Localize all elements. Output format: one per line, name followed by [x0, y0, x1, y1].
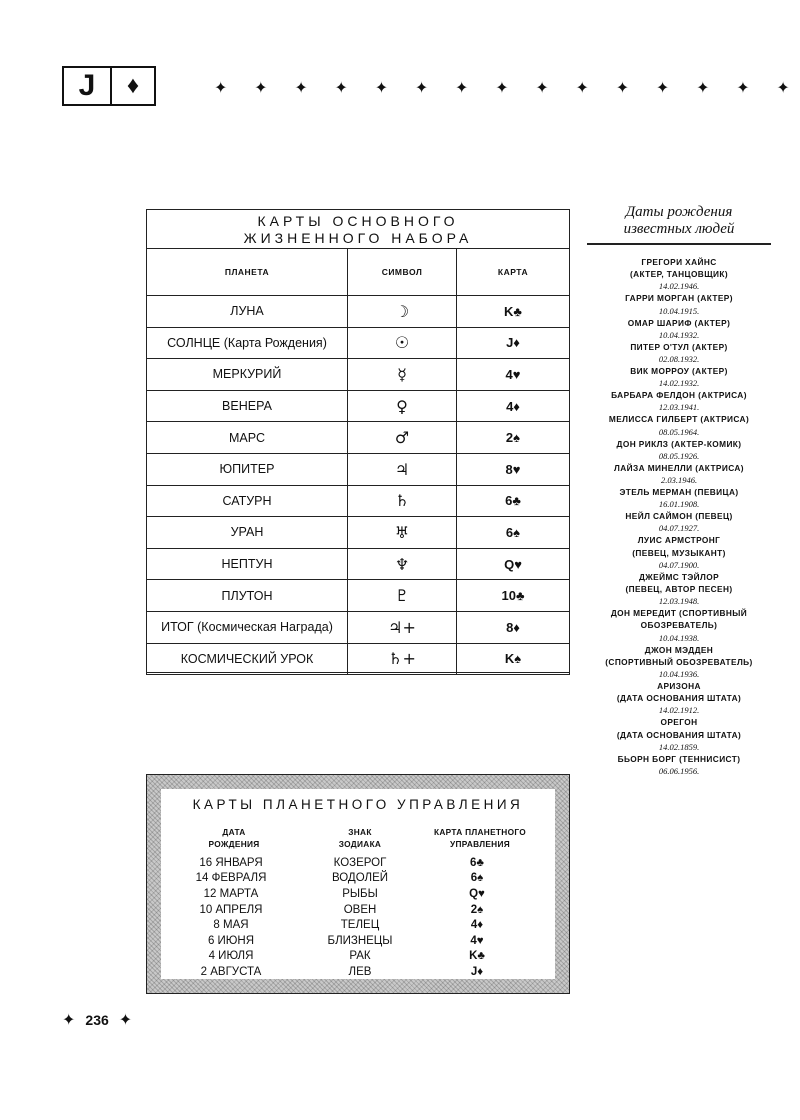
ruling-card: 2♠ — [470, 903, 484, 916]
famous-person — [587, 644, 771, 680]
card-value: J♦ — [457, 327, 570, 359]
birth-date: 04.07.1927. — [658, 523, 700, 534]
star-icon: ✦ — [615, 80, 630, 97]
famous-heading-line2: известных людей — [623, 221, 735, 237]
famous-person — [587, 341, 771, 365]
person-name: (СПОРТИВНЫЙ ОБОЗРЕВАТЕЛЬ) — [605, 656, 753, 667]
star-icon: ✦ — [118, 1012, 133, 1029]
zodiac-sign: ЛЕВ — [348, 965, 372, 978]
ruling-row — [161, 855, 555, 871]
ruling-row — [161, 886, 555, 902]
table-row — [147, 327, 570, 359]
famous-person — [587, 256, 771, 292]
card-value: Q♥ — [457, 548, 570, 580]
famous-person — [587, 413, 771, 437]
zodiac-sign: РЫБЫ — [342, 887, 378, 900]
zodiac-sign: ОВЕН — [343, 903, 377, 916]
planet-name: НЕПТУН — [147, 548, 348, 580]
person-name: ДОН РИКЛЗ (АКТЕР-КОМИК) — [616, 438, 742, 449]
ruling-rows — [161, 855, 555, 980]
planet-name: ВЕНЕРА — [147, 390, 348, 422]
famous-person — [587, 534, 771, 570]
famous-person — [587, 365, 771, 389]
planetary-ruling-box — [146, 774, 570, 994]
header-symbol: СИМВОЛ — [348, 249, 457, 296]
planet-symbol-icon: ♄+ — [348, 643, 457, 675]
person-name: (ДАТА ОСНОВАНИЯ ШТАТА) — [616, 693, 742, 704]
person-name: БЬОРН БОРГ (ТЕННИСИСТ) — [617, 753, 741, 764]
planet-symbol-icon: ♃ — [348, 453, 457, 485]
person-name: МЕЛИССА ГИЛБЕРТ (АКТРИСА) — [608, 414, 750, 425]
star-icon: ✦ — [495, 80, 509, 97]
diamond-suit-icon: ♦ — [126, 72, 140, 99]
planet-name: МАРС — [147, 422, 348, 454]
planet-name: ПЛУТОН — [147, 580, 348, 612]
famous-person — [587, 753, 771, 777]
planet-name: САТУРН — [147, 485, 348, 517]
table-row — [147, 611, 570, 643]
card-value: 10♣ — [457, 580, 570, 612]
ruling-date: 4 ИЮЛЯ — [208, 950, 254, 963]
ruling-date: 8 МАЯ — [213, 919, 249, 932]
card-rank: J — [64, 68, 112, 104]
planet-symbol-icon: ♄ — [348, 485, 457, 517]
star-icon: ✦ — [334, 80, 348, 97]
famous-people-list — [587, 256, 771, 777]
star-icon: ✦ — [575, 80, 589, 97]
star-icon: ✦ — [696, 80, 710, 97]
ruling-card: 4♦ — [470, 919, 484, 932]
ruling-title: КАРТЫ ПЛАНЕТНОГО УПРАВЛЕНИЯ — [192, 797, 524, 812]
person-name: ДЖЕЙМС ТЭЙЛОР — [638, 571, 720, 582]
ruling-date: 14 ФЕВРАЛЯ — [195, 872, 267, 885]
person-name: ОРЕГОН — [660, 717, 698, 728]
table-row — [147, 580, 570, 612]
star-icon: ✦ — [214, 80, 228, 97]
ruling-date: 2 АВГУСТА — [200, 965, 262, 978]
birth-date: 08.05.1926. — [658, 450, 700, 461]
card-value: 6♣ — [457, 485, 570, 517]
card-value: 8♥ — [457, 453, 570, 485]
planet-name: КОСМИЧЕСКИЙ УРОК — [147, 643, 348, 675]
ruling-date: 16 ЯНВАРЯ — [199, 856, 263, 869]
divider — [587, 243, 771, 245]
ruling-row — [161, 871, 555, 887]
planet-name: СОЛНЦЕ (Карта Рождения) — [147, 327, 348, 359]
table-row — [147, 359, 570, 391]
table-row — [147, 548, 570, 580]
ruling-header-card-line1: КАРТА ПЛАНЕТНОГО — [434, 827, 526, 837]
planet-symbol-icon: ♀ — [348, 390, 457, 422]
ruling-row — [161, 917, 555, 933]
ruling-card: Q♥ — [469, 887, 485, 900]
famous-person — [587, 438, 771, 462]
birth-date: 10.04.1936. — [658, 669, 700, 680]
table-row — [147, 422, 570, 454]
ruling-row — [161, 933, 555, 949]
table-row — [147, 517, 570, 549]
birth-date: 10.04.1932. — [658, 329, 700, 340]
card-value: K♣ — [457, 296, 570, 328]
zodiac-sign: КОЗЕРОГ — [333, 856, 387, 869]
famous-person — [587, 389, 771, 413]
card-value: 4♦ — [457, 390, 570, 422]
famous-person — [587, 510, 771, 534]
table-row — [147, 390, 570, 422]
person-name: ВИК МОРРОУ (АКТЕР) — [630, 366, 728, 377]
ruling-header-card-line2: УПРАВЛЕНИЯ — [450, 838, 510, 849]
person-name: (АКТЕР, ТАНЦОВЩИК) — [629, 269, 729, 280]
card-value: 8♦ — [457, 611, 570, 643]
ruling-header-card — [419, 827, 541, 850]
famous-heading-line1: Даты рождения — [625, 204, 733, 220]
planet-symbol-icon: ♇ — [348, 580, 457, 612]
planet-symbol-icon: ♆ — [348, 548, 457, 580]
star-icon: ✦ — [535, 80, 549, 97]
famous-person — [587, 292, 771, 316]
famous-person — [587, 607, 771, 643]
table-row — [147, 453, 570, 485]
table-row — [147, 643, 570, 675]
famous-person — [587, 716, 771, 752]
ruling-date: 12 МАРТА — [203, 887, 259, 900]
ruling-inner-panel — [161, 789, 555, 979]
ruling-header-date-line2: РОЖДЕНИЯ — [208, 838, 260, 849]
page-footer — [62, 1010, 132, 1030]
ruling-card: 6♠ — [470, 872, 484, 885]
famous-person — [587, 571, 771, 607]
zodiac-sign: РАК — [349, 950, 371, 963]
birth-date: 14.02.1932. — [658, 378, 700, 389]
card-badge — [62, 66, 156, 106]
header-card: КАРТА — [457, 249, 570, 296]
planet-symbol-icon: ☉ — [348, 327, 457, 359]
star-icon: ✦ — [254, 80, 268, 97]
famous-birthdays-column — [587, 204, 771, 777]
birth-date: 02.08.1932. — [658, 354, 700, 365]
card-value: K♠ — [457, 643, 570, 675]
person-name: ДОН МЕРЕДИТ (СПОРТИВНЫЙ — [610, 608, 748, 619]
table-row — [147, 296, 570, 328]
ruling-date: 10 АПРЕЛЯ — [199, 903, 263, 916]
ruling-card: 4♥ — [470, 934, 484, 947]
planet-symbol-icon: ♂ — [348, 422, 457, 454]
ruling-card: 6♣ — [470, 856, 484, 869]
header-planet: ПЛАНЕТА — [147, 249, 348, 296]
ruling-header-sign-line2: ЗОДИАКА — [338, 838, 382, 849]
person-name: БАРБАРА ФЕЛДОН (АКТРИСА) — [611, 390, 747, 401]
person-name: НЕЙЛ САЙМОН (ПЕВЕЦ) — [625, 511, 733, 522]
birth-date: 12.03.1941. — [658, 402, 700, 413]
ruling-row — [161, 949, 555, 965]
star-icon: ✦ — [62, 1012, 76, 1029]
ruling-header-date-line1: ДАТА — [222, 827, 246, 837]
star-icon: ✦ — [374, 80, 389, 97]
zodiac-sign: ТЕЛЕЦ — [340, 919, 380, 932]
famous-person — [587, 680, 771, 716]
ruling-header-sign-line1: ЗНАК — [348, 827, 372, 837]
star-icon: ✦ — [414, 80, 429, 97]
decorative-star-row — [214, 76, 790, 100]
famous-person — [587, 462, 771, 486]
planet-symbol-icon: ☿ — [348, 359, 457, 391]
table-title-line1: КАРТЫ ОСНОВНОГО — [257, 213, 459, 229]
person-name: ГРЕГОРИ ХАЙНС — [641, 257, 717, 267]
ruling-date: 6 ИЮНЯ — [207, 934, 255, 947]
star-icon: ✦ — [776, 80, 790, 97]
birth-date: 2.03.1946. — [660, 475, 698, 486]
planet-name: УРАН — [147, 517, 348, 549]
star-icon: ✦ — [294, 80, 308, 97]
planet-symbol-icon: ♅ — [348, 517, 457, 549]
card-value: 2♠ — [457, 422, 570, 454]
person-name: АРИЗОНА — [657, 681, 701, 692]
planet-name: МЕРКУРИЙ — [147, 359, 348, 391]
planet-symbol-icon: ♃+ — [348, 611, 457, 643]
planet-name: ЛУНА — [147, 296, 348, 328]
person-name: ОМАР ШАРИФ (АКТЕР) — [627, 317, 731, 328]
person-name: (ПЕВЕЦ, АВТОР ПЕСЕН) — [625, 584, 733, 595]
person-name: ГАРРИ МОРГАН (АКТЕР) — [625, 293, 733, 304]
person-name: (ДАТА ОСНОВАНИЯ ШТАТА) — [616, 729, 742, 740]
ruling-row — [161, 964, 555, 980]
ruling-header-date — [189, 827, 279, 850]
ruling-row — [161, 902, 555, 918]
birth-date: 06.06.1956. — [658, 766, 700, 777]
person-name: (ПЕВЕЦ, МУЗЫКАНТ) — [632, 547, 726, 558]
ruling-header-sign — [311, 827, 409, 850]
star-icon: ✦ — [655, 80, 670, 97]
birth-date: 14.02.1946. — [658, 281, 700, 292]
zodiac-sign: ВОДОЛЕЙ — [331, 872, 389, 885]
planet-name: ЮПИТЕР — [147, 453, 348, 485]
table-title-line2: ЖИЗНЕННОГО НАБОРА — [243, 230, 473, 246]
person-name: ЭТЕЛЬ МЕРМАН (ПЕВИЦА) — [619, 487, 739, 498]
famous-person — [587, 486, 771, 510]
person-name: ЛУИС АРМСТРОНГ — [637, 535, 721, 546]
zodiac-sign: БЛИЗНЕЦЫ — [327, 934, 393, 947]
star-icon: ✦ — [455, 80, 469, 97]
birth-date: 10.04.1938. — [658, 632, 700, 643]
card-value: 6♠ — [457, 517, 570, 549]
star-icon: ✦ — [736, 80, 750, 97]
planet-symbol-icon: ☽ — [348, 296, 457, 328]
famous-person — [587, 317, 771, 341]
card-value: 4♥ — [457, 359, 570, 391]
person-name: ОБОЗРЕВАТЕЛЬ) — [640, 620, 718, 631]
birth-date: 04.07.1900. — [658, 559, 700, 570]
birth-date: 08.05.1964. — [658, 426, 700, 437]
birth-date: 14.02.1912. — [658, 705, 700, 716]
ruling-card: J♦ — [470, 965, 484, 978]
person-name: ЛАЙЗА МИНЕЛЛИ (АКТРИСА) — [614, 462, 744, 473]
birth-date: 12.03.1948. — [658, 596, 700, 607]
ruling-card: K♣ — [469, 950, 485, 963]
planet-name: ИТОГ (Космическая Награда) — [147, 611, 348, 643]
birth-date: 10.04.1915. — [658, 305, 700, 316]
birth-date: 16.01.1908. — [658, 499, 700, 510]
person-name: ПИТЕР О'ТУЛ (АКТЕР) — [630, 341, 728, 352]
table-row — [147, 485, 570, 517]
page-number: 236 — [85, 1012, 109, 1028]
core-life-cards-table — [146, 209, 570, 673]
birth-date: 14.02.1859. — [658, 741, 700, 752]
person-name: ДЖОН МЭДДЕН — [644, 644, 714, 655]
